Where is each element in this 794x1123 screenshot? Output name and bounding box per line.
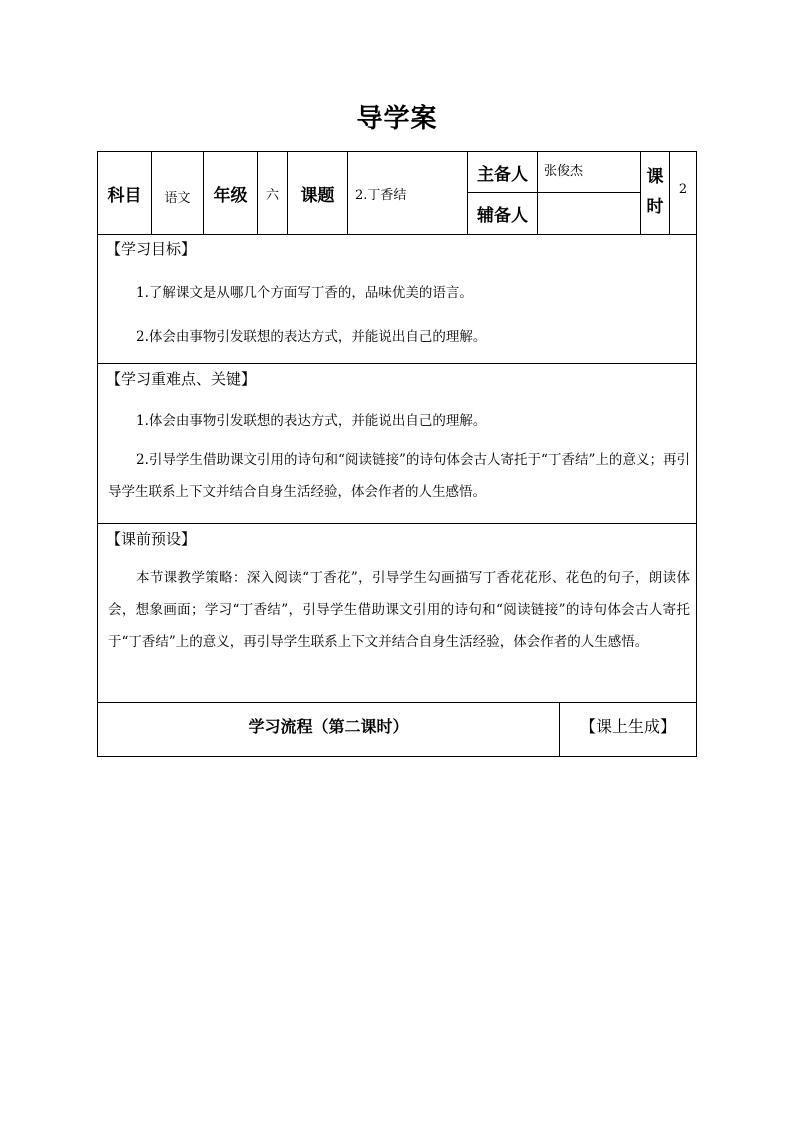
process-label: 学习流程（第二课时） [248,716,409,736]
key-point-item: 2.引导学生借助课文引用的诗句和“阅读链接”的诗句体会古人寄托于“丁香结”上的意义；再引导学生联系上下文并结合自身生活经验，体会作者的人生感悟。 [108,452,690,500]
lesson-plan-table [97,151,697,757]
document-title: 导学案 [356,104,438,134]
grid-line [98,523,696,524]
period-label-bottom: 时 [646,196,664,217]
grade-label: 年级 [213,185,248,206]
generated-label: 【课上生成】 [579,716,676,736]
key-points-title: 【学习重难点、关键】 [106,370,257,388]
key-point-item: 1.体会由事物引发联想的表达方式，并能说出自己的理解。 [136,413,487,429]
preparer-value: 张俊杰 [544,163,584,179]
topic-label: 课题 [300,185,335,206]
grid-line [98,363,696,364]
preparer-label: 主备人 [477,164,528,185]
objectives-title: 【学习目标】 [106,240,197,258]
preset-title: 【课前预设】 [106,530,197,548]
grid-line [98,234,696,235]
grade-value: 六 [265,187,279,203]
assistant-value [538,193,640,234]
subject-value: 语文 [164,190,191,206]
period-value: 2 [678,181,688,197]
topic-value: 2.丁香结 [355,187,407,203]
subject-label: 科目 [107,185,142,206]
objective-item: 1.了解课文是从哪几个方面写丁香的，品味优美的语言。 [136,285,473,301]
assistant-label: 辅备人 [477,206,528,226]
preset-text: 本节课教学策略：深入阅读“丁香花”，引导学生勾画描写丁香花花形、花色的句子，朗读体会，想象画面；学习“丁香结”，引导学生借助课文引用的诗句和“阅读链接”的诗句体会古人寄托于“丁香结”上的意义，再引导学生联系上下文并结合自身生活经验，体会作者的人生感悟。 [108,570,690,650]
objective-item: 2.体会由事物引发联想的表达方式，并能说出自己的理解。 [136,329,487,345]
period-label-top: 课 [646,166,664,187]
